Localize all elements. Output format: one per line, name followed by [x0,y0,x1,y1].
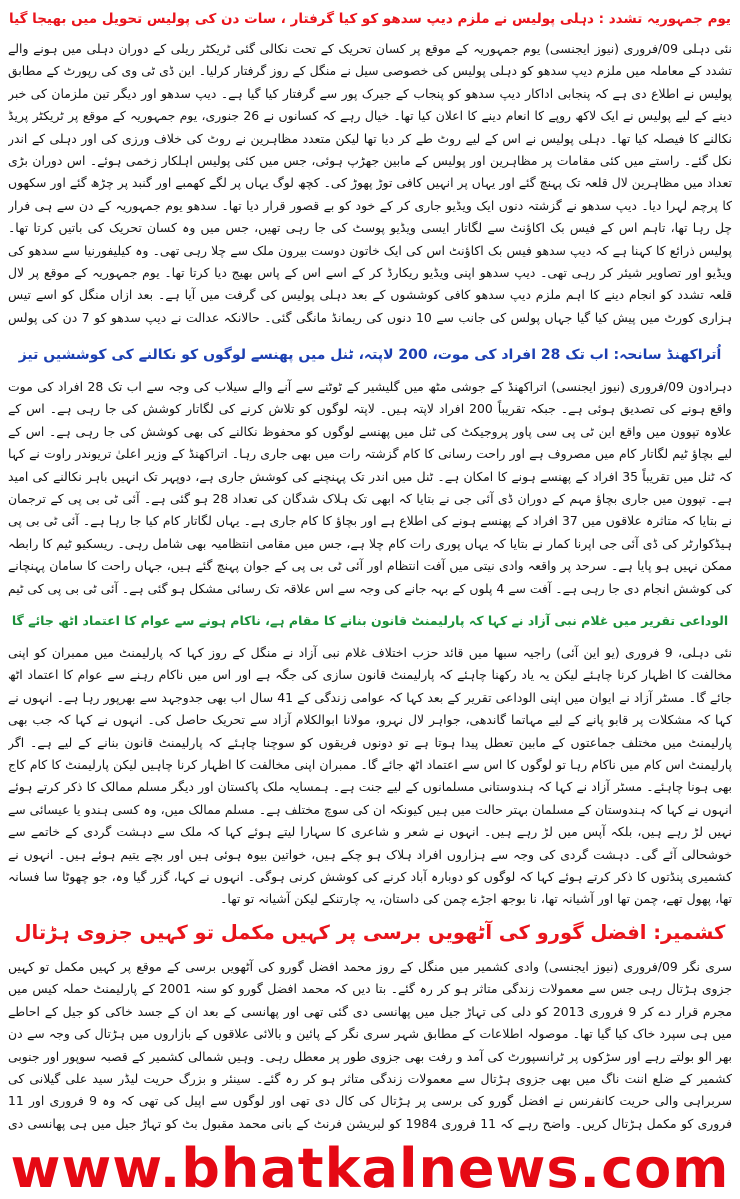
article-uttarakhand [8,336,732,598]
article-body [8,376,732,598]
headline: الوداعی تقریر میں غلام نبی آزاد نے کہا کہ پارلیمنٹ قانون بنانے کا مقام ہے، ناکام ہونے سے عوام کا اعتماد اٹھ جائے گا [11,613,729,628]
article-paragraph: نئی دہلی، 9 فروری (یو این آئی) راجیہ سبھا میں قائد حزب اختلاف غلام نبی آزاد نے منگل کے روز کہا کہ پارلیمنٹ میں ممبران کو اپنی مخالفت کا اظہار کرنا چاہئے لیکن یہ یاد رکھنا چاہئے کہ پارلیمنٹ قانون سازی کی جگہ ہے اور اس میں ناکام رہنے سے عوام کا اعتماد اٹھ جائے گا۔ مسٹر آزاد نے ایوان میں اپنی الوداعی تقریر کے بعد کہا کہ عوامی زندگی کے 41 سال اب بھی جدوجہد سے بھرپور رہا ہے۔ انہوں نے کہا کہ مشکلات پر قابو پانے کے لیے مہاتما گاندھی، جواہر لال نہرو، مولانا ابوالکلام آزاد سے تحریک حاصل کی۔ انہوں نے کہا کہ جب بھی پارلیمنٹ میں مختلف جماعتوں کے مابین تعطل پیدا ہوتا ہے تو دونوں فریقوں کو سوچنا چاہئے کہ پارلیمنٹ قانون بنانے کے لیے ہے۔ اگر پارلیمنٹ اس کام میں ناکام رہا تو لوگوں کا اس سے اعتماد اٹھ جائے گا۔ ممبران اپنی مخالفت کا اظہار کرنا چاہیں لیکن پارلیمنٹ کا کام کاج بھی ہونا چاہئے۔ مسٹر آزاد نے کہا کہ ہندوستانی مسلمانوں کے لیے جنت ہے۔ ہمسایہ ملک پاکستان اور دیگر مسلم ممالک کا ذکر کرتے ہوئے انہوں نے کہا کہ ہندوستان کے مسلمان بہتر حالت میں ہیں کیونکہ ان کی سوچ مختلف ہے۔ مسلم ممالک میں، وہ کسی ہندو یا عیسائی سے نہیں لڑ رہے ہیں، بلکہ آپس میں لڑ رہے ہیں۔ انہوں نے شعر و شاعری کا سہارا لیتے ہوئے کہا کہ ملک سے دہشت گردی کے خاتمے سے خوشحالی آئے گی۔ دہشت گردی کی وجہ سے ہزاروں افراد ہلاک ہو چکے ہیں، خواتین بیوہ ہوئی ہیں اور بچے یتیم ہوئے ہیں۔ انہوں نے کشمیری پنڈتوں کا ذکر کرتے ہوئے کہا کہ لوگوں کو دوبارہ آباد کرنے کی کوشش کرنی ہوگی۔ انہوں نے کہا، گزر گیا وہ، جو چھوٹا سا فسانہ تھا، پھول تھے، چمن تھا اور آشیانہ تھا، نا بوجھ اجڑے چمن کی داستان، یہ چارتنکے لیکن آشیانہ تو تھا۔ [8,645,732,907]
headline: اُتراکھنڈ سانحہ: اب تک 28 افراد کی موت، 200 لاپتہ، ٹنل میں پھنسے لوگوں کو نکالنے کی کوششیں تیز [18,347,722,363]
site-url: www.bhatkalnews.com [10,1137,730,1199]
article-ghulam-nabi-azad [8,602,732,910]
article-body [8,642,732,910]
article-paragraph: دہرادون 09/فروری (نیوز ایجنسی) اتراکھنڈ کے جوشی مٹھ میں گلیشیر کے ٹوٹنے سے آنے والے سیلاب کی وجہ سے اب تک 28 افراد کی موت واقع ہونے کی تصدیق ہوئی ہے۔ جبکہ تقریباً 200 افراد لاپتہ ہیں۔ لاپتہ لوگوں کو تلاش کرنے کی لگاتار کوشش کی جا رہی ہے۔ اس کے علاوہ تپوون میں واقع این ٹی پی سی پاور پروجیکٹ کی ٹنل میں پھنسے لوگوں کو محفوظ نکالنے کی بھی کوشش کی جا رہی ہے۔ اس کے لیے بچاؤ ٹیم لگاتار کام میں مصروف ہے اور راحت رسانی کا کام گزشتہ رات میں بھی جاری رہا۔ اتراکھنڈ کے وزیر اعلیٰ تریوندر راوت نے کہا کہ ٹنل میں تقریباً 35 افراد کے پھنسے ہونے کا امکان ہے۔ ٹنل میں اندر تک پہنچنے کی کوشش جاری ہے، دوپہر تک انہیں باہر نکالنے کی امید ہے۔ تپوون میں جاری بچاؤ مہم کے دوران ڈی آئی جی نے بتایا کہ ابھی تک ہلاک شدگان کی تعداد 28 ہو گئی ہے۔ آئی ٹی بی پی کے ترجمان نے بتایا کہ متاثرہ علاقوں میں 37 افراد کے پھنسے ہونے کی اطلاع ہے اور بچاؤ کا کام جاری ہے۔ یہاں لگاتار کام کیا جا رہا ہے۔ آئی ٹی بی پی ہیڈکوارٹر کی ڈی آئی جی اپرنا کمار نے بتایا کہ یہاں پوری رات کام چلا ہے، جس میں مقامی انتظامیہ بھی شامل رہی۔ ریسکیو ٹیم کا رابطہ ممکن نہیں ہو پایا ہے۔ سرحد پر واقعہ وادی نیتی میں آفت انتظام اور آئی ٹی بی پی کے جوان پہنچ گئے ہیں، جہاں راحت کا سامان پہنچانے کی کوشش انجام دی جا رہی ہے۔ آفت سے 4 پلوں کے بہہ جانے کی وجہ سے اس علاقہ تک رسائی مشکل ہو گئی ہے۔ آئی ٹی بی پی کی ٹیم [8,379,732,596]
headline: کشمیر: افضل گورو کی آٹھویں برسی پر کہیں مکمل تو کہیں جزوی ہڑتال [14,921,726,944]
article-body [8,956,732,1134]
article-afzal-guru [8,912,732,1134]
article-paragraph: نئی دہلی 09/فروری (نیوز ایجنسی) یوم جمہوریہ کے موقع پر کسان تحریک کے تحت نکالی گئی ٹریکٹر ریلی کے دوران دہلی میں ہونے والے تشدد کے معاملہ میں ملزم دیپ سدھو کو دہلی پولیس کی خصوصی سیل نے منگل کے روز گرفتار کرلیا۔ این ڈی ٹی وی کی رپورٹ کے مطابق پولیس نے اطلاع دی ہے کہ پنجابی اداکار دیپ سدھو کو پنجاب کے جیرک پور سے گرفتار کیا گیا ہے۔ دیپ سدھو اور دیگر تین ملزمان کی خبر دینے کے لیے پولیس نے ایک لاکھ روپے کا انعام دینے کا اعلان کیا تھا۔ خیال رہے کہ کسانوں نے 26 جنوری، یوم جمہوریہ کے موقع پر ٹریکٹر پریڈ نکالنے کا فیصلہ کیا تھا۔ دہلی پولیس نے اس کے لیے روٹ طے کر دیا تھا لیکن متعدد مظاہرین نے روٹ کی خلاف ورزی کی اور دہلی کے اندر نکل گئے۔ راستے میں کئی مقامات پر مظاہرین اور پولیس کے مابین جھڑپ ہوئی، جس میں کئی پولیس اہلکار زخمی ہوئے۔ اس دوران بڑی تعداد میں مظاہرین لال قلعہ تک پہنچ گئے اور یہاں پر انہیں کافی توڑ پھوڑ کی۔ کچھ لوگ یہاں پر لگے کھمبے اور گنبد پر چڑھ گئے اور سکھوں کا پرچم لہرا دیا۔ دیپ سدھو نے گزشتہ دنوں ایک ویڈیو جاری کر کے خود کو بے قصور قرار دیا تھا۔ سدھو یوم جمہوریہ کے دن سے ہی فرار چل رہا تھا، تاہم اس کے فیس بک اکاؤنٹ سے لگاتار ایسی ویڈیو پوسٹ کی جا رہی تھیں، جس میں وہ کسان تحریک کی باتیں کرتا تھا۔ پولیس ذرائع کا کہنا ہے کہ دیپ سدھو فیس بک اکاؤنٹ اس کی ایک خاتون دوست بیرون ملک سے چلا رہی تھی۔ وہ کیلیفورنیا سے سدھو کی ویڈیو اور تصاویر شیئر کر رہی تھی۔ دیپ سدھو اپنی ویڈیو ریکارڈ کر کے اسے اس کے پاس بھیج دیا کرتا تھا۔ یوم جمہوریہ کے موقع پر لال قلعہ تشدد کو انجام دینے کا اہم ملزم دیپ سدھو کافی کوششوں کے بعد دہلی پولیس کی گرفت میں آیا ہے۔ بعد ازاں منگل کو اسے تیس ہزاری کورٹ میں پیش کیا گیا جہاں پولس کی جانب سے 10 دنوں کی ریمانڈ مانگی گئی۔ حالانکہ عدالت نے دیپ سدھو کو 7 دن کی پولس [8,41,732,325]
article-body [8,38,732,334]
headline: یوم جمہوریہ تشدد : دہلی پولیس نے ملزم دیپ سدھو کو کیا گرفتار ، سات دن کی پولیس تحویل میں بھیجا گیا [9,11,731,27]
article-paragraph: سری نگر 09/فروری (نیوز ایجنسی) وادی کشمیر میں منگل کے روز محمد افضل گورو کی آٹھویں برسی کے موقع پر کہیں مکمل تو کہیں جزوی ہڑتال رہی جس سے معمولات زندگی متاثر ہو کر رہ گئے۔ بتا دیں کہ محمد افضل گورو کو سنہ 2001 کے پارلیمنٹ حملہ کیس میں مجرم قرار دے کر 9 فروری 2013 کو دلی کی تہاڑ جیل میں پھانسی دی گئی تھی اور پھانسی کے بعد ان کے جسد خاکی کو جیل کے احاطے میں ہی سپرد خاک کیا گیا تھا۔ موصولہ اطلاعات کے مطابق شہر سری نگر کے پائین و بالائی علاقوں کے بازاروں میں ہڑتال کی وجہ سے دن بھر الو بولتے رہے اور سڑکوں پر ٹرانسپورٹ کی آمد و رفت بھی جزوی طور پر معطل رہی۔ وہیں شمالی کشمیر کے قصبہ سوپور اور جنوبی کشمیر کے ضلع اننت ناگ میں بھی جزوی ہڑتال سے معمولات زندگی متاثر ہو کر رہ گئے۔ سینئر و بزرگ حریت لیڈر سید علی گیلانی کی سربراہی والی حریت کانفرنس نے افضل گورو کی برسی پر ہڑتال کی کال دی تھی اور لوگوں سے اپیل کی تھی کہ وہ 9 فروری اور 11 فروری کو مکمل ہڑتال کریں۔ واضح رہے کہ 11 فروری 1984 کو لبریشن فرنٹ کے بانی محمد مقبول بٹ کو تہاڑ جیل میں ہی پھانسی دی [8,959,732,1131]
article-deep-sidhu [8,2,732,334]
